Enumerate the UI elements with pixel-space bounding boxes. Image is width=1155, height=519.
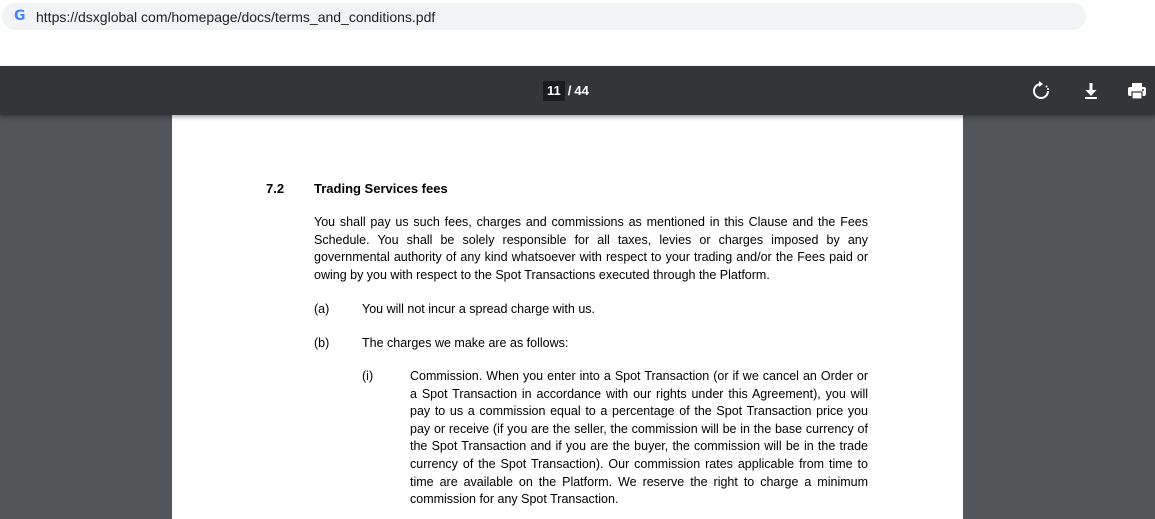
google-g-icon: G xyxy=(14,8,26,24)
pdf-page xyxy=(172,115,963,519)
total-pages: 44 xyxy=(574,83,589,98)
pdf-viewer xyxy=(0,66,1155,519)
page-separator: / xyxy=(567,83,572,98)
rotate-icon[interactable] xyxy=(1030,80,1052,102)
current-page-input[interactable]: 11 xyxy=(543,81,565,101)
section-number: 7.2 xyxy=(266,181,285,196)
item-b-label: (b) xyxy=(314,336,330,350)
subitem-i-text: Commission. When you enter into a Spot Transaction (or if we cancel an Order or a Spot Transaction in accordance with our rights under this Agreement), you will pay to us a commission equal to a percentage of the Spot Transaction price you pay or receive (if you are the seller, the commission will be in the base currency of the Spot Transaction and if you are the buyer, the commission will be in the trade currency of the Spot Transaction). Our commission rates applicable from time to time are available on the Platform. We reserve the right to charge a minimum commission for any Spot Transaction. xyxy=(410,369,868,507)
print-icon[interactable] xyxy=(1126,80,1148,102)
pdf-toolbar xyxy=(0,66,1155,115)
subitem-i-label: (i) xyxy=(362,369,374,383)
intro-paragraph: You shall pay us such fees, charges and commissions as mentioned in this Clause and the Fees Schedule. You shall be solely responsible for all taxes, levies or charges imposed by any governmental authority of any kind whatsoever with respect to your trading and/or the Fees paid or owing by you with respect to the Spot Transactions executed through the Platform. xyxy=(314,215,868,282)
address-bar[interactable] xyxy=(2,3,1086,30)
page-indicator xyxy=(543,81,589,101)
item-b-text: The charges we make are as follows: xyxy=(362,336,569,350)
section-title: Trading Services fees xyxy=(314,181,448,196)
download-icon[interactable] xyxy=(1080,80,1102,102)
item-a-text: You will not incur a spread charge with us. xyxy=(362,302,596,316)
url-text[interactable]: https://dsxglobal com/homepage/docs/terms_and_conditions.pdf xyxy=(36,9,436,25)
item-a-label: (a) xyxy=(314,302,330,316)
browser-top-bar xyxy=(0,0,1155,66)
